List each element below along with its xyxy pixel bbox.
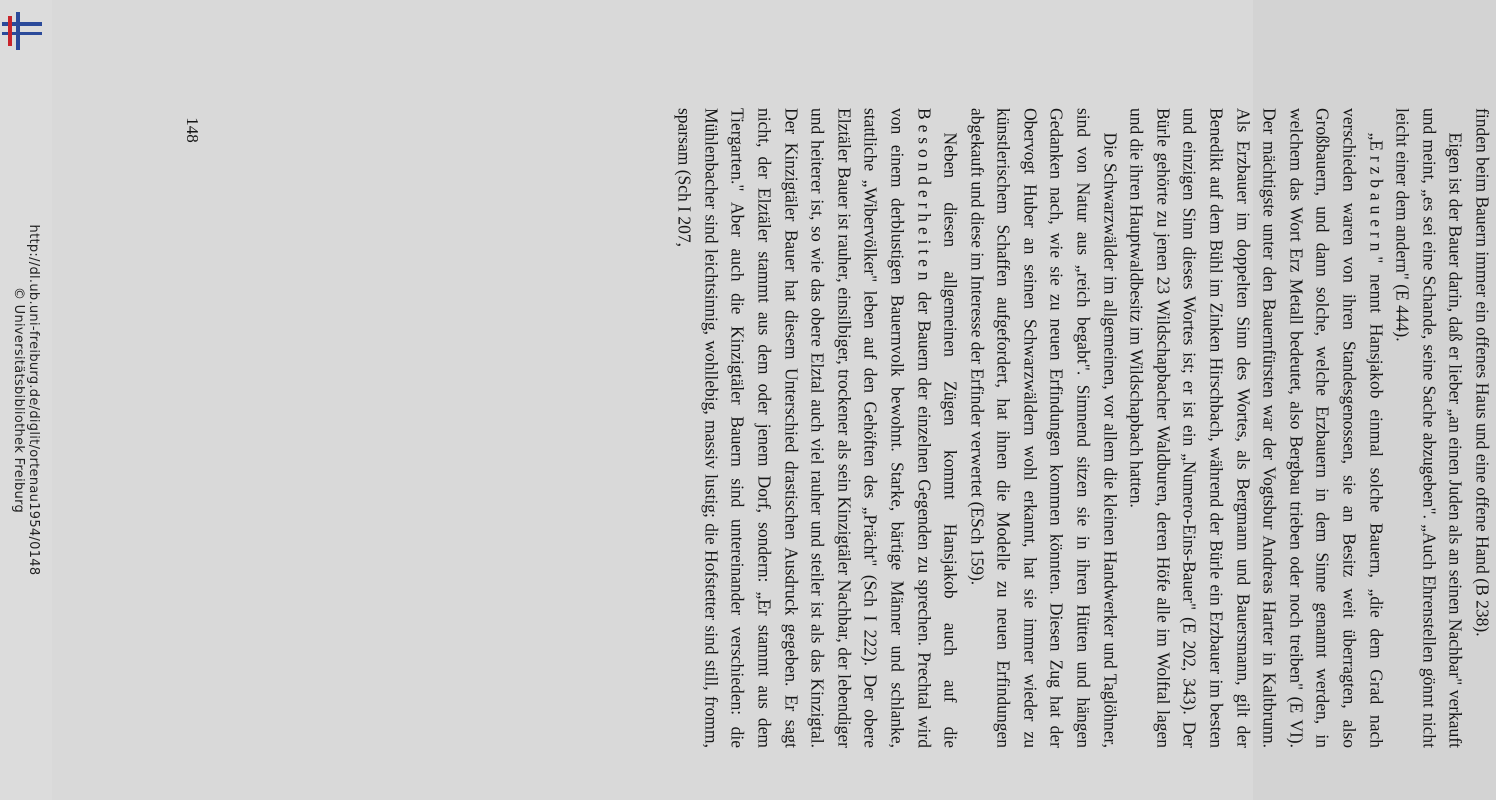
sidebar-caption <box>11 20 41 780</box>
viewer-sidebar <box>0 0 53 800</box>
page-number: 148 <box>183 117 202 143</box>
paragraph: Eigen ist der Bauer darin, daß er lieber „an einen Juden als an seinen Nachbar" verkauft und meint, „es sei eine Schande, seine Sache abzugeben". „Auch Ehrenstellen gönnt nicht leicht einer dem andern" (E 444). <box>1392 108 1466 748</box>
paragraph: Die Schwarzwälder im allgemeinen, vor allem die kleinen Handwerker und Taglöhner, sind von Natur aus „reich begabt". Simnend sitzen sie in ihren Hütten und hängen Gedanken nach, wie sie zu neuen Erfindungen kommen könnten. Diesen Zug hat der Obervogt Huber an seinen Schwarzwäldern wohl erkannt, hat sie immer wieder zu künstlerischem Schaffen aufgefordert, hat ihnen die Modelle zu neuen Erfindungen abgekauft und diese im Interesse der Erfinder verwertet (ESch 159). <box>967 108 1121 748</box>
paragraph: „Erzbauern" nennt Hansjakob einmal solche Bauern, „die dem Grad nach verschieden waren von ihren Standesgenossen, sie an Besitz weit überragten, also Großbauern, und dann solche, welche Erzbauern in dem Sinne genannt werden, in welchem das Wort Erz Metall bedeutet, also Bergbau trieben oder noch treiben" (E VI). Der mächtigste unter den Bauernfürsten war der Vogtsbur Andreas Harter in Kaltbrunn. Als Erzbauer im doppelten Sinn des Wortes, als Bergmann und Bauersmann, gilt der Benedikt auf dem Bühl im Zinken Hirschbach, während der Bürle ein Erzbauer im besten und einzigen Sinn dieses Wortes ist; er ist ein „Numero-Eins-Bauer" (E 202, 343). Der Bürle gehörte zu jenen 23 Wildschapbacher Waldburen, deren Höfe alle im Wolftal lagen und die ihren Hauptwaldbesitz im Wildschapbach hatten. <box>1126 108 1387 748</box>
spaced-emphasis: Besonderheiten <box>914 108 935 286</box>
copyright-notice: © Universitätsbibliothek Freiburg <box>11 286 26 514</box>
spaced-emphasis: Erzbauern <box>1366 140 1387 257</box>
page-text <box>451 108 1496 748</box>
paragraph: finden beim Bauern immer ein offenes Haus und eine offene Hand (B 238). <box>1472 108 1493 637</box>
paragraph: Neben diesen allgemeinen Zügen kommt Hansjakob auch auf die Besonderheiten der Bauern der einzelnen Gegenden zu sprechen. Prechtal wird von einem derblustigen Bauernvolk bewohnt. Starke, bärtige Männer und schlanke, stattliche „Wibervölker" leben auf den Gehöften des „Prächt" (Sch I 222). Der obere Elztäler Bauer ist rauher, einsilbiger, trockener als sein Kinzigtäler Nachbar, der lebendiger und heiterer ist, so wie das obere Elztal auch viel rauher und steiler ist als das Kinzigtal. Der Kinzigtäler Bauer hat diesem Unterschied drastischen Ausdruck gegeben. Er sagt nicht, der Elztäler stammt aus dem oder jenem Dorf, sondern: „Er stammt aus dem Tiergarten." Aber auch die Kinzigtäler Bauern sind untereinander verschieden: die Mühlenbacher sind leichtsinnig, wohllebig, massiv lustig; die Hofstetter sind still, fromm, sparsam (Sch I 207, <box>674 108 961 748</box>
source-url-link[interactable]: http://dl.ub.uni-freiburg.de/diglit/ortenau1954/0148 <box>26 224 41 576</box>
scanned-page <box>52 0 1493 800</box>
